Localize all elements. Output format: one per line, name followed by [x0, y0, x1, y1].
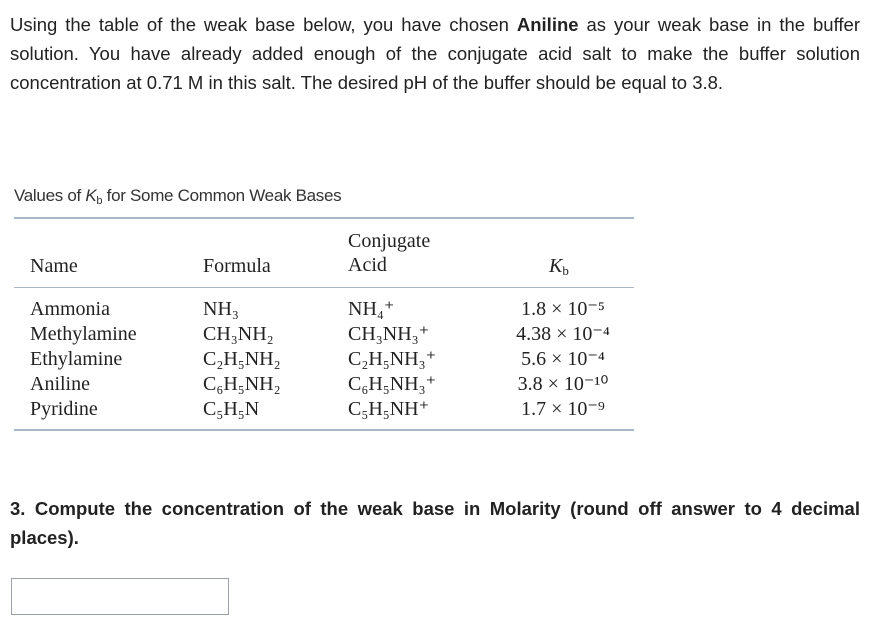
- table-top-rule: [14, 217, 634, 219]
- cell-kb: 1.7 × 10⁻⁹: [521, 398, 605, 420]
- table-bottom-rule: [14, 429, 634, 431]
- intro-text-2: as your weak base in the buffer solution. You have already added enough of the conjugate acid salt to make the buffer solution concentration at 0.71 M in this salt. The desired pH of the buffer should be equal to 3.8.: [10, 14, 860, 93]
- header-kb-sub: b: [562, 263, 569, 278]
- header-conjugate-line2: Acid: [348, 254, 387, 276]
- cell-kb: 4.38 × 10⁻⁴: [516, 323, 610, 345]
- column-conjugate-acid: [348, 297, 436, 422]
- cell-conjugate: NH₄⁺: [348, 298, 395, 320]
- header-kb: [549, 254, 569, 283]
- cell-name: Ammonia: [30, 298, 110, 320]
- cell-formula: NH₃: [203, 298, 239, 320]
- cell-kb: 5.6 × 10⁻⁴: [521, 348, 605, 370]
- header-name: Name: [30, 255, 78, 277]
- cell-kb: 1.8 × 10⁻⁵: [521, 298, 605, 320]
- cell-conjugate: C₆H₅NH₃⁺: [348, 373, 437, 395]
- caption-suffix: for Some Common Weak Bases: [102, 186, 342, 205]
- cell-conjugate: C₂H₅NH₃⁺: [348, 348, 437, 370]
- header-kb-k: K: [549, 255, 563, 277]
- table-header-rule: [14, 287, 634, 288]
- column-kb: [508, 297, 618, 422]
- caption-prefix: Values of: [14, 186, 86, 205]
- cell-conjugate: C₅H₅NH⁺: [348, 398, 430, 420]
- cell-conjugate: CH₃NH₃⁺: [348, 323, 430, 345]
- intro-paragraph: [10, 10, 860, 97]
- column-formula: [203, 297, 281, 422]
- cell-kb: 3.8 × 10⁻¹⁰: [517, 373, 609, 395]
- header-conjugate-acid: [348, 229, 430, 277]
- table-caption: [14, 186, 341, 207]
- cell-name: Pyridine: [30, 398, 98, 420]
- cell-name: Methylamine: [30, 323, 137, 345]
- cell-formula: C₂H₅NH₂: [203, 348, 281, 370]
- cell-name: Aniline: [30, 373, 90, 395]
- caption-k-sub: b: [96, 195, 103, 207]
- intro-text-1: Using the table of the weak base below, you have chosen: [10, 14, 517, 35]
- cell-formula: CH₃NH₂: [203, 323, 274, 345]
- cell-formula: C₆H₅NH₂: [203, 373, 281, 395]
- caption-k: K: [85, 186, 97, 205]
- column-name: [30, 297, 137, 422]
- answer-input[interactable]: [11, 578, 229, 615]
- cell-name: Ethylamine: [30, 348, 123, 370]
- header-conjugate-line1: Conjugate: [348, 230, 431, 252]
- header-formula: Formula: [203, 255, 271, 277]
- chosen-base: Aniline: [516, 14, 579, 35]
- cell-formula: C₅H₅N: [203, 398, 260, 420]
- question-text: 3. Compute the concentration of the weak base in Molarity (round off answer to 4 decimal places).: [10, 498, 860, 548]
